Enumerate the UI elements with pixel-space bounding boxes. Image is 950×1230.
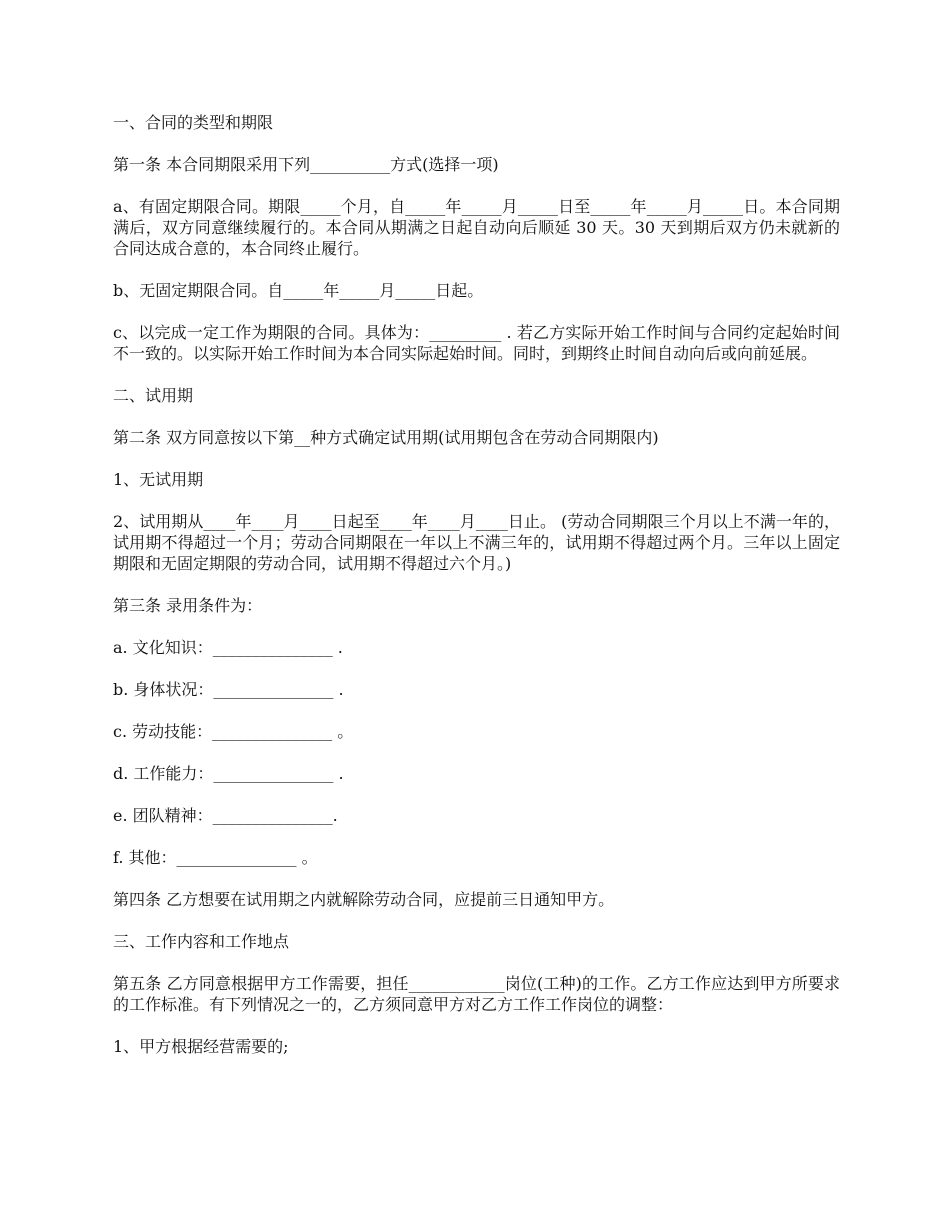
condition-d: d. 工作能力：_______________ . <box>113 764 344 783</box>
clause-a-fixed-term: a、有固定期限合同。期限_____个月，自_____年_____月_____日至_____年_____月_____日。本合同期满后，双方同意继续履行的。本合同从期满之日起自动向后顺延 30 天。30 天到期后双方仍未就新的合同达成合意的，本合同终止履行。 <box>113 197 840 258</box>
document-body <box>113 112 840 1078</box>
condition-c: c. 劳动技能：_______________ 。 <box>113 722 354 741</box>
article-2: 第二条 双方同意按以下第__种方式确定试用期(试用期包含在劳动合同期限内) <box>113 428 659 447</box>
article-4: 第四条 乙方想要在试用期之内就解除劳动合同，应提前三日通知甲方。 <box>113 890 615 909</box>
section-heading-contract-type: 一、合同的类型和期限 <box>113 113 274 132</box>
condition-a: a. 文化知识：_______________ . <box>113 638 343 657</box>
probation-option-1: 1、无试用期 <box>113 470 204 489</box>
section-heading-work-content: 三、工作内容和工作地点 <box>113 932 290 951</box>
condition-f: f. 其他：_______________ 。 <box>113 848 318 867</box>
clause-c-task-term: c、以完成一定工作为期限的合同。具体为：_________ . 若乙方实际开始工作时间与合同约定起始时间不一致的。以实际开始工作时间为本合同实际起始时间。同时，到期终止时间自动向后或向前延展。 <box>113 323 840 363</box>
section-heading-probation: 二、试用期 <box>113 386 194 405</box>
article-5: 第五条 乙方同意根据甲方工作需要，担任____________岗位(工种)的工作。乙方工作应达到甲方所要求的工作标准。有下列情况之一的，乙方须同意甲方对乙方工作工作岗位的调整： <box>113 974 840 1014</box>
condition-e: e. 团队精神：_______________. <box>113 806 338 825</box>
clause-b-open-term: b、无固定期限合同。自_____年_____月_____日起。 <box>113 281 484 300</box>
probation-option-2: 2、试用期从____年____月____日起至____年____月____日止。 (劳动合同期限三个月以上不满一年的，试用期不得超过一个月；劳动合同期限在一年以上不满三年的，试用期不得超过两个月。三年以上固定期限和无固定期限的劳动合同，试用期不得超过六个月。) <box>113 512 840 573</box>
article-1: 第一条 本合同期限采用下列__________方式(选择一项) <box>113 155 499 174</box>
article-3: 第三条 录用条件为： <box>113 596 263 615</box>
condition-b: b. 身体状况：_______________ . <box>113 680 344 699</box>
adjustment-reason-1: 1、甲方根据经营需要的; <box>113 1037 289 1056</box>
